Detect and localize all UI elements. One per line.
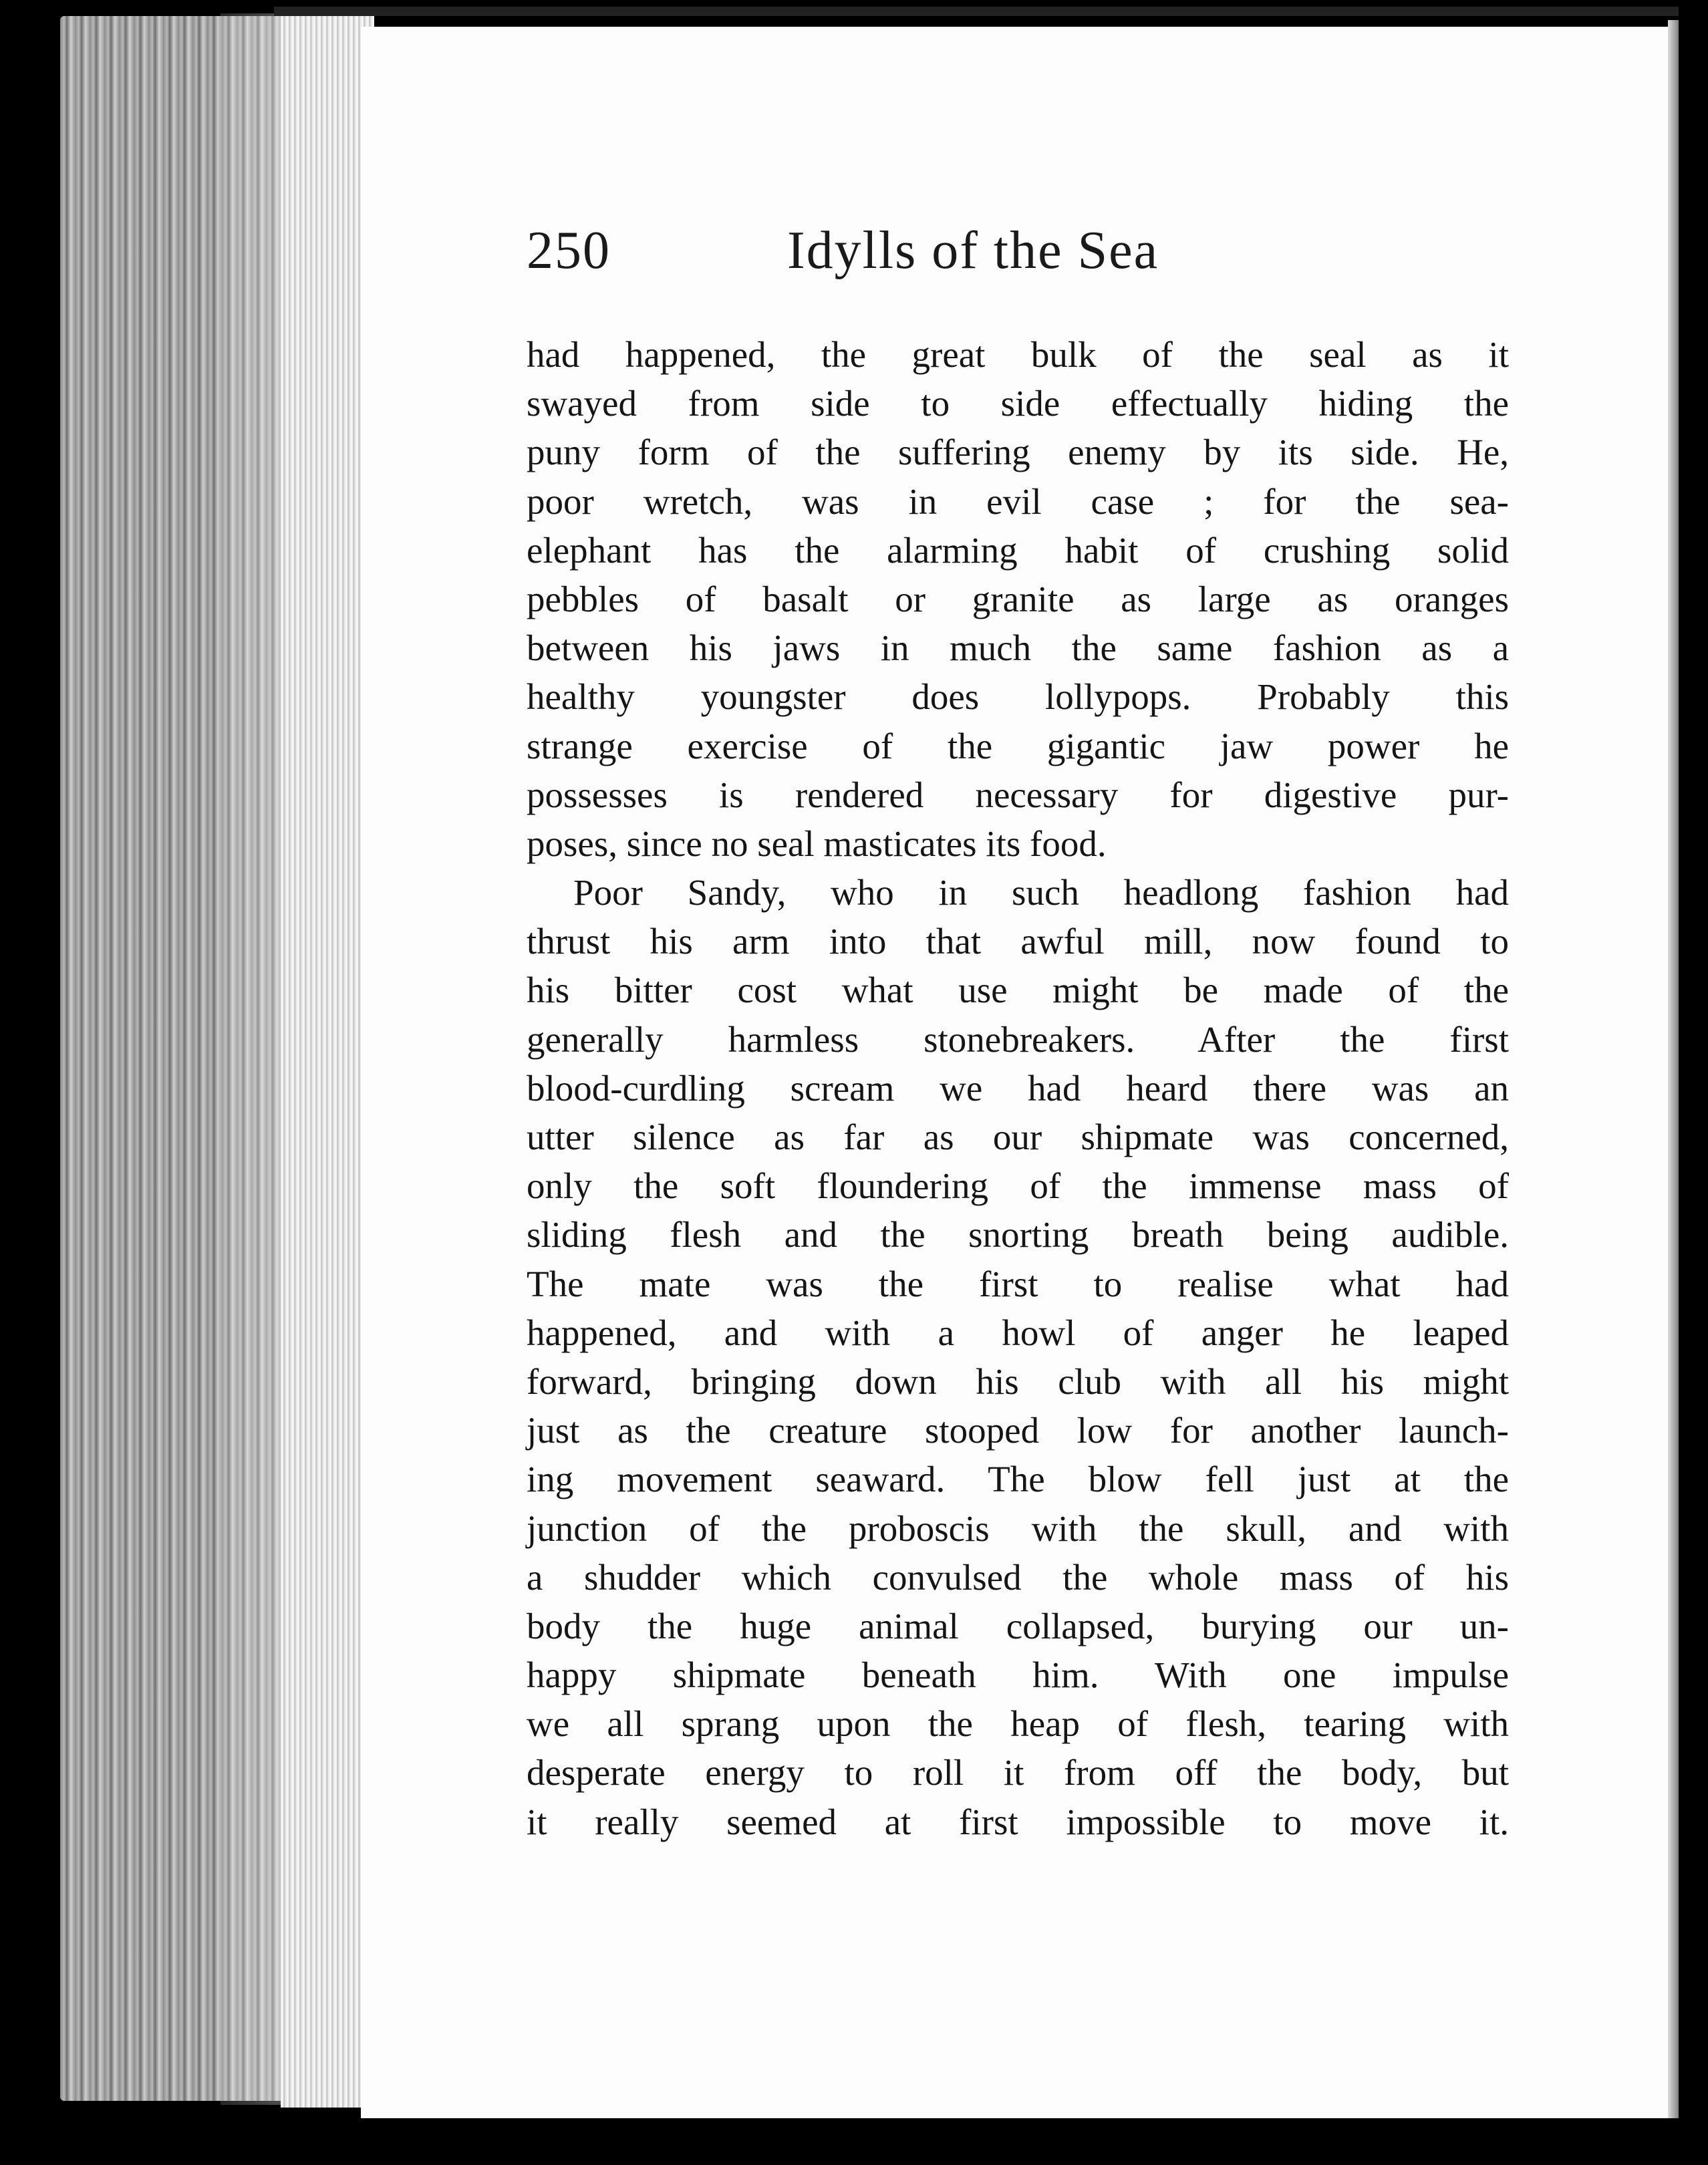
text-line: body the huge animal collapsed, burying our un- [527, 1605, 1509, 1646]
text-line: just as the creature stooped low for another launch- [527, 1410, 1509, 1451]
running-title: Idylls of the Sea [787, 221, 1159, 280]
text-line: pebbles of basalt or granite as large as oranges [527, 578, 1509, 619]
top-border [274, 7, 1684, 16]
text-line: sliding flesh and the snorting breath being audible. [527, 1214, 1509, 1256]
paragraph-start: Poor Sandy, who in such headlong fashion had [573, 872, 1509, 913]
text-line: junction of the proboscis with the skull, and with [527, 1507, 1509, 1549]
text-line: we all sprang upon the heap of flesh, tearing with [527, 1703, 1509, 1745]
page-number: 250 [527, 221, 611, 280]
text-line: happened, and with a howl of anger he leaped [527, 1312, 1509, 1353]
page-stack [281, 9, 374, 2108]
text-line: a shudder which convulsed the whole mass of his [527, 1556, 1509, 1598]
text-line: happy shipmate beneath him. With one impulse [527, 1654, 1509, 1696]
text-line: desperate energy to roll it from off the body, but [527, 1752, 1509, 1793]
text-line: elephant has the alarming habit of crushing solid [527, 529, 1509, 571]
text-line: it really seemed at first impossible to move it. [527, 1801, 1509, 1842]
text-line: his bitter cost what use might be made of the [527, 970, 1509, 1011]
text-line: possesses is rendered necessary for digestive pur- [527, 774, 1509, 815]
text-line: only the soft floundering of the immense mass of [527, 1165, 1509, 1207]
text-line: thrust his arm into that awful mill, now found to [527, 921, 1509, 962]
text-line: utter silence as far as our shipmate was concerned, [527, 1117, 1509, 1157]
text-line: puny form of the suffering enemy by its side. He, [527, 432, 1509, 473]
text-line: generally harmless stonebreakers. After the first [527, 1018, 1509, 1060]
text-line: poses, since no seal masticates its food. [527, 823, 1107, 864]
text-line: had happened, the great bulk of the seal as it [527, 334, 1509, 375]
text-line: poor wretch, was in evil case ; for the sea- [527, 480, 1509, 522]
body-text [527, 330, 1509, 1846]
text-line: ing movement seaward. The blow fell just at the [527, 1459, 1509, 1500]
text-line: healthy youngster does lollypops. Probably this [527, 676, 1509, 718]
text-line: between his jaws in much the same fashion as a [527, 627, 1509, 669]
page-header [527, 221, 1509, 301]
text-line: forward, bringing down his club with all his might [527, 1360, 1509, 1402]
right-border [1679, 0, 1708, 2165]
text-line: blood-curdling scream we had heard there was an [527, 1067, 1509, 1109]
text-line: The mate was the first to realise what had [527, 1263, 1509, 1304]
text-line: strange exercise of the gigantic jaw power he [527, 725, 1509, 766]
text-line: swayed from side to side effectually hiding the [527, 383, 1509, 424]
